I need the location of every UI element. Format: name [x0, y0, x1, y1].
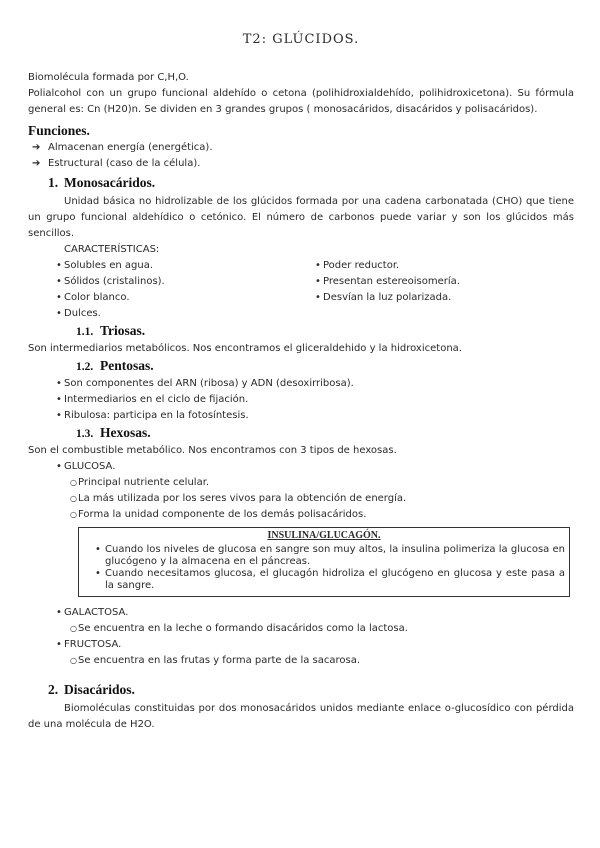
list-item: • Presentan estereoisomería. [315, 274, 574, 290]
galactosa-label-list [56, 605, 574, 621]
bullet-icon: • [56, 276, 62, 287]
circle-bullet-icon: ○ [70, 656, 77, 665]
list-item: • Son componentes del ARN (ribosa) y ADN (desoxirribosa). [56, 376, 574, 392]
fructosa-list [70, 653, 574, 669]
circle-bullet-icon: ○ [70, 478, 77, 487]
list-item: • Cuando necesitamos glucosa, el glucagón hidroliza el glucógeno en glucosa y este pasa a la sangre. [95, 568, 565, 591]
circle-bullet-icon: ○ [70, 494, 77, 503]
funciones-heading: Funciones. [28, 123, 90, 138]
funciones-list [28, 140, 574, 172]
bullet-icon: • [56, 639, 62, 650]
hexosas-description: Son el combustible metabólico. Nos encontramos con 3 tipos de hexosas. [28, 445, 397, 456]
bullet-icon: • [56, 378, 62, 389]
bullet-icon: • [315, 292, 321, 303]
bullet-icon: • [56, 607, 62, 618]
triosas-heading: 1.1. Triosas. [76, 323, 146, 338]
list-item: • Intermediarios en el ciclo de fijación. [56, 392, 574, 408]
glucosa-label-list [56, 459, 574, 475]
bullet-icon: • [56, 308, 62, 319]
list-item: ○ Principal nutriente celular. [70, 475, 574, 491]
disacaridos-heading: 2. Disacáridos. [48, 682, 135, 697]
caracteristicas-right-list [315, 258, 574, 322]
bullet-icon: • [56, 461, 62, 472]
hexosas-heading: 1.3. Hexosas. [76, 425, 151, 440]
monosacaridos-description: Unidad básica no hidrolizable de los glúcidos formada por una cadena carbonatada (CHO) que tiene un grupo funcional aldehídico o cetónico. El número de carbonos puede variar y son los glúcidos más sencillos. [28, 196, 574, 239]
list-item: • GLUCOSA. [56, 459, 574, 475]
bullet-icon: • [56, 292, 62, 303]
fructosa-label-list [56, 637, 574, 653]
bullet-icon: • [95, 544, 101, 555]
caracteristicas-left-list [56, 258, 315, 322]
circle-bullet-icon: ○ [70, 624, 77, 633]
disacaridos-description: Biomoléculas constituidas por dos monosacáridos unidos mediante enlace o-glucosídico con pérdida de una molécula de H2O. [28, 703, 574, 730]
galactosa-list [70, 621, 574, 637]
monosacaridos-heading: 1. Monosacáridos. [48, 175, 156, 190]
list-item: ➔ Almacenan energía (energética). [28, 140, 574, 156]
box-list [83, 544, 565, 592]
list-item: ➔ Estructural (caso de la célula). [28, 156, 574, 172]
page-title: T2: GLÚCIDOS. [242, 32, 360, 47]
glucosa-list [70, 475, 574, 523]
list-item: ○ Se encuentra en la leche o formando disacáridos como la lactosa. [70, 621, 574, 637]
document-page [28, 30, 574, 733]
caracteristicas-columns [56, 258, 574, 322]
intro-line-1: Biomolécula formada por C,H,O. [28, 72, 189, 83]
arrow-bullet-icon: ➔ [32, 142, 41, 153]
circle-bullet-icon: ○ [70, 510, 77, 519]
list-item: • FRUCTOSA. [56, 637, 574, 653]
list-item: • GALACTOSA. [56, 605, 574, 621]
list-item: • Cuando los niveles de glucosa en sangre son muy altos, la insulina polimeriza la glucosa en glucógeno y la almacena en el páncreas. [95, 544, 565, 567]
intro-paragraph: Polialcohol con un grupo funcional aldehído o cetona (polihidroxialdehído, polihidroxicetona). Su fórmula general es: Cn (H20)n. Se dividen en 3 grandes grupos ( monosacáridos, disacáridos y polisacáridos). [28, 88, 574, 115]
bullet-icon: • [95, 568, 101, 579]
list-item: ○ La más utilizada por los seres vivos para la obtención de energía. [70, 491, 574, 507]
list-item: • Desvían la luz polarizada. [315, 290, 574, 306]
list-item: • Poder reductor. [315, 258, 574, 274]
list-item: • Ribulosa: participa en la fotosíntesis. [56, 408, 574, 424]
bullet-icon: • [56, 260, 62, 271]
list-item: • Color blanco. [56, 290, 315, 306]
list-item: ○ Se encuentra en las frutas y forma parte de la sacarosa. [70, 653, 574, 669]
list-item: • Solubles en agua. [56, 258, 315, 274]
list-item: ○ Forma la unidad componente de los demás polisacáridos. [70, 507, 574, 523]
arrow-bullet-icon: ➔ [32, 158, 41, 169]
pentosas-heading: 1.2. Pentosas. [76, 358, 154, 373]
caracteristicas-title: CARACTERÍSTICAS: [64, 244, 160, 255]
list-item: • Dulces. [56, 306, 315, 322]
triosas-description: Son intermediarios metabólicos. Nos encontramos el gliceraldehido y la hidroxicetona. [28, 343, 462, 354]
bullet-icon: • [56, 394, 62, 405]
bullet-icon: • [315, 276, 321, 287]
box-title: INSULINA/GLUCAGÓN. [267, 530, 381, 541]
insulina-glucagon-box [78, 527, 570, 597]
pentosas-list [56, 376, 574, 424]
list-item: • Sólidos (cristalinos). [56, 274, 315, 290]
bullet-icon: • [56, 410, 62, 421]
bullet-icon: • [315, 260, 321, 271]
